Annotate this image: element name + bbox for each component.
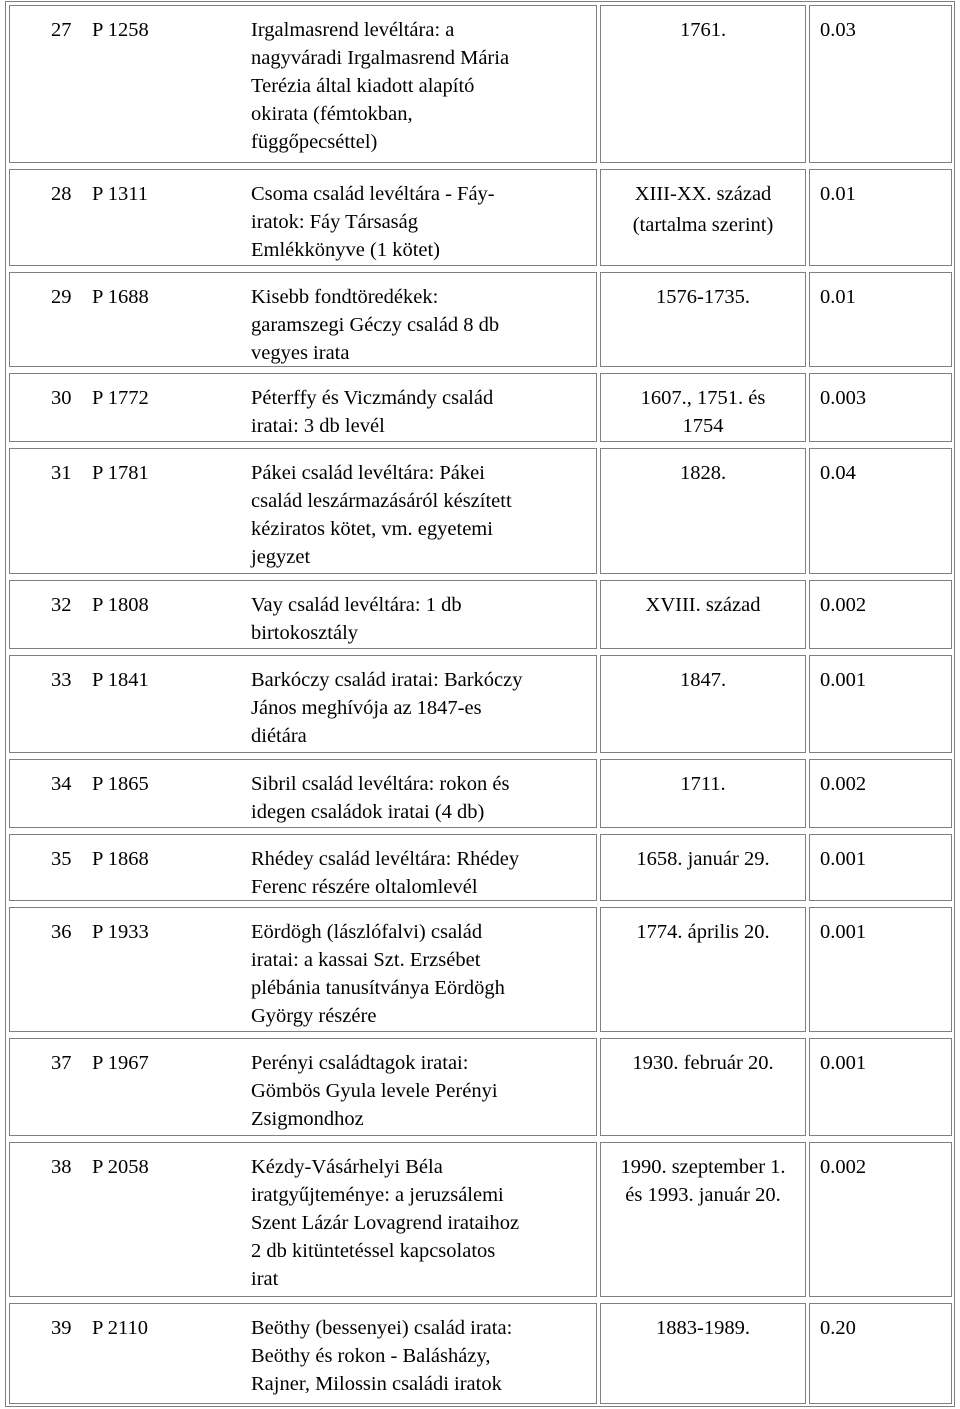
fond-description-line: Gömbös Gyula levele Perényi bbox=[251, 1080, 498, 1102]
fond-code: P 1933 bbox=[92, 921, 149, 943]
row-number: 37 bbox=[51, 1052, 72, 1074]
fond-description-line: család leszármazásáról készített bbox=[251, 490, 512, 512]
fond-description-line: Irgalmasrend levéltára: a bbox=[251, 19, 455, 41]
row-number: 34 bbox=[51, 773, 72, 795]
date-range-line: 1774. április 20. bbox=[636, 921, 770, 943]
extent-value: 0.002 bbox=[820, 594, 867, 616]
fond-description-line: Zsigmondhoz bbox=[251, 1108, 364, 1130]
row-number: 29 bbox=[51, 286, 72, 308]
date-range-line: 1576-1735. bbox=[656, 286, 750, 308]
extent-value: 0.001 bbox=[820, 848, 867, 870]
extent-value: 0.01 bbox=[820, 183, 856, 205]
fond-description-line: Sibril család levéltára: rokon és bbox=[251, 773, 510, 795]
extent-value: 0.04 bbox=[820, 462, 856, 484]
fond-code: P 1311 bbox=[92, 183, 149, 205]
row-number: 39 bbox=[51, 1317, 72, 1339]
fond-code: P 1781 bbox=[92, 462, 149, 484]
extent-value: 0.001 bbox=[820, 921, 867, 943]
fond-description-line: Beöthy (bessenyei) család irata: bbox=[251, 1317, 513, 1339]
fond-description-line: Vay család levéltára: 1 db bbox=[251, 594, 462, 616]
fond-description-line: György részére bbox=[251, 1005, 377, 1027]
fond-description-line: jegyzet bbox=[251, 546, 311, 568]
extent-value: 0.003 bbox=[820, 387, 867, 409]
row-number: 27 bbox=[51, 19, 72, 41]
fond-description-line: Rhédey család levéltára: Rhédey bbox=[251, 848, 520, 870]
date-range-line: 1607., 1751. és bbox=[640, 387, 766, 409]
extent-value: 0.002 bbox=[820, 1156, 867, 1178]
fond-description-line: Ferenc részére oltalomlevél bbox=[251, 876, 478, 898]
fond-description-line: diétára bbox=[251, 725, 307, 747]
fond-description-line: kéziratos kötet, vm. egyetemi bbox=[251, 518, 493, 540]
date-range-line: 1658. január 29. bbox=[636, 848, 770, 870]
fond-description-line: iratgyűjteménye: a jeruzsálemi bbox=[251, 1184, 504, 1206]
date-range-line: 1711. bbox=[680, 773, 726, 795]
fond-code: P 1868 bbox=[92, 848, 149, 870]
row-number: 31 bbox=[51, 462, 72, 484]
row-number: 28 bbox=[51, 183, 72, 205]
fond-description-line: iratai: 3 db levél bbox=[251, 415, 385, 437]
fond-description-line: függőpecséttel) bbox=[251, 131, 378, 153]
date-range-line: 1883-1989. bbox=[656, 1317, 750, 1339]
date-range-line: 1761. bbox=[679, 19, 727, 41]
date-range-line: 1930. február 20. bbox=[632, 1052, 774, 1074]
fond-description-line: Szent Lázár Lovagrend irataihoz bbox=[251, 1212, 520, 1234]
fond-description-line: Pákei család levéltára: Pákei bbox=[251, 462, 485, 484]
fond-description-line: Rajner, Milossin családi iratok bbox=[251, 1373, 502, 1395]
fond-code: P 1258 bbox=[92, 19, 149, 41]
row-number: 30 bbox=[51, 387, 72, 409]
extent-value: 0.001 bbox=[820, 669, 867, 691]
extent-value: 0.002 bbox=[820, 773, 867, 795]
fond-description-line: iratai: a kassai Szt. Erzsébet bbox=[251, 949, 481, 971]
fond-description-line: Terézia által kiadott alapító bbox=[251, 75, 475, 97]
extent-value: 0.03 bbox=[820, 19, 856, 41]
fond-code: P 1865 bbox=[92, 773, 149, 795]
fond-code: P 1967 bbox=[92, 1052, 149, 1074]
date-range-line: 1847. bbox=[679, 669, 727, 691]
fond-description-line: iratok: Fáy Társaság bbox=[251, 211, 418, 233]
fond-description-line: János meghívója az 1847-es bbox=[251, 697, 482, 719]
fond-description-line: Eördögh (lászlófalvi) család bbox=[251, 921, 483, 943]
fond-description-line: 2 db kitüntetéssel kapcsolatos bbox=[251, 1240, 496, 1262]
fond-code: P 1808 bbox=[92, 594, 149, 616]
extent-value: 0.001 bbox=[820, 1052, 867, 1074]
extent-value: 0.01 bbox=[820, 286, 856, 308]
fond-description-line: plébánia tanusítványa Eördögh bbox=[251, 977, 505, 999]
date-range-line: (tartalma szerint) bbox=[632, 214, 774, 236]
date-range-line: és 1993. január 20. bbox=[625, 1184, 781, 1206]
fond-description-line: Péterffy és Viczmándy család bbox=[251, 387, 494, 409]
fond-description-line: idegen családok iratai (4 db) bbox=[251, 801, 485, 823]
fond-description-line: Emlékkönyve (1 kötet) bbox=[251, 239, 441, 261]
row-number: 38 bbox=[51, 1156, 72, 1178]
date-range-line: 1990. szeptember 1. bbox=[620, 1156, 786, 1178]
date-range-line: XVIII. század bbox=[645, 594, 761, 616]
fond-description-line: vegyes irata bbox=[251, 342, 350, 364]
fond-code: P 1688 bbox=[92, 286, 149, 308]
fond-description-line: Perényi családtagok iratai: bbox=[251, 1052, 469, 1074]
fond-code: P 2058 bbox=[92, 1156, 149, 1178]
date-range-line: 1754 bbox=[682, 415, 724, 437]
extent-value: 0.20 bbox=[820, 1317, 856, 1339]
fond-code: P 1772 bbox=[92, 387, 149, 409]
row-number: 33 bbox=[51, 669, 72, 691]
fond-description-line: Kisebb fondtöredékek: bbox=[251, 286, 439, 308]
fond-description-line: okirata (fémtokban, bbox=[251, 103, 413, 125]
fond-description-line: Beöthy és rokon - Balásházy, bbox=[251, 1345, 491, 1367]
fond-description-line: birtokosztály bbox=[251, 622, 359, 644]
date-range-line: XIII-XX. század bbox=[634, 183, 772, 205]
fond-description-line: garamszegi Géczy család 8 db bbox=[251, 314, 500, 336]
fond-code: P 1841 bbox=[92, 669, 149, 691]
row-number: 32 bbox=[51, 594, 72, 616]
row-number: 35 bbox=[51, 848, 72, 870]
fond-code: P 2110 bbox=[92, 1317, 149, 1339]
fond-description-line: nagyváradi Irgalmasrend Mária bbox=[251, 47, 510, 69]
row-number: 36 bbox=[51, 921, 72, 943]
fond-description-line: irat bbox=[251, 1268, 279, 1290]
fond-description-line: Barkóczy család iratai: Barkóczy bbox=[251, 669, 523, 691]
fond-description-line: Csoma család levéltára - Fáy- bbox=[251, 183, 495, 205]
date-range-line: 1828. bbox=[679, 462, 727, 484]
fond-description-line: Kézdy-Vásárhelyi Béla bbox=[251, 1156, 443, 1178]
